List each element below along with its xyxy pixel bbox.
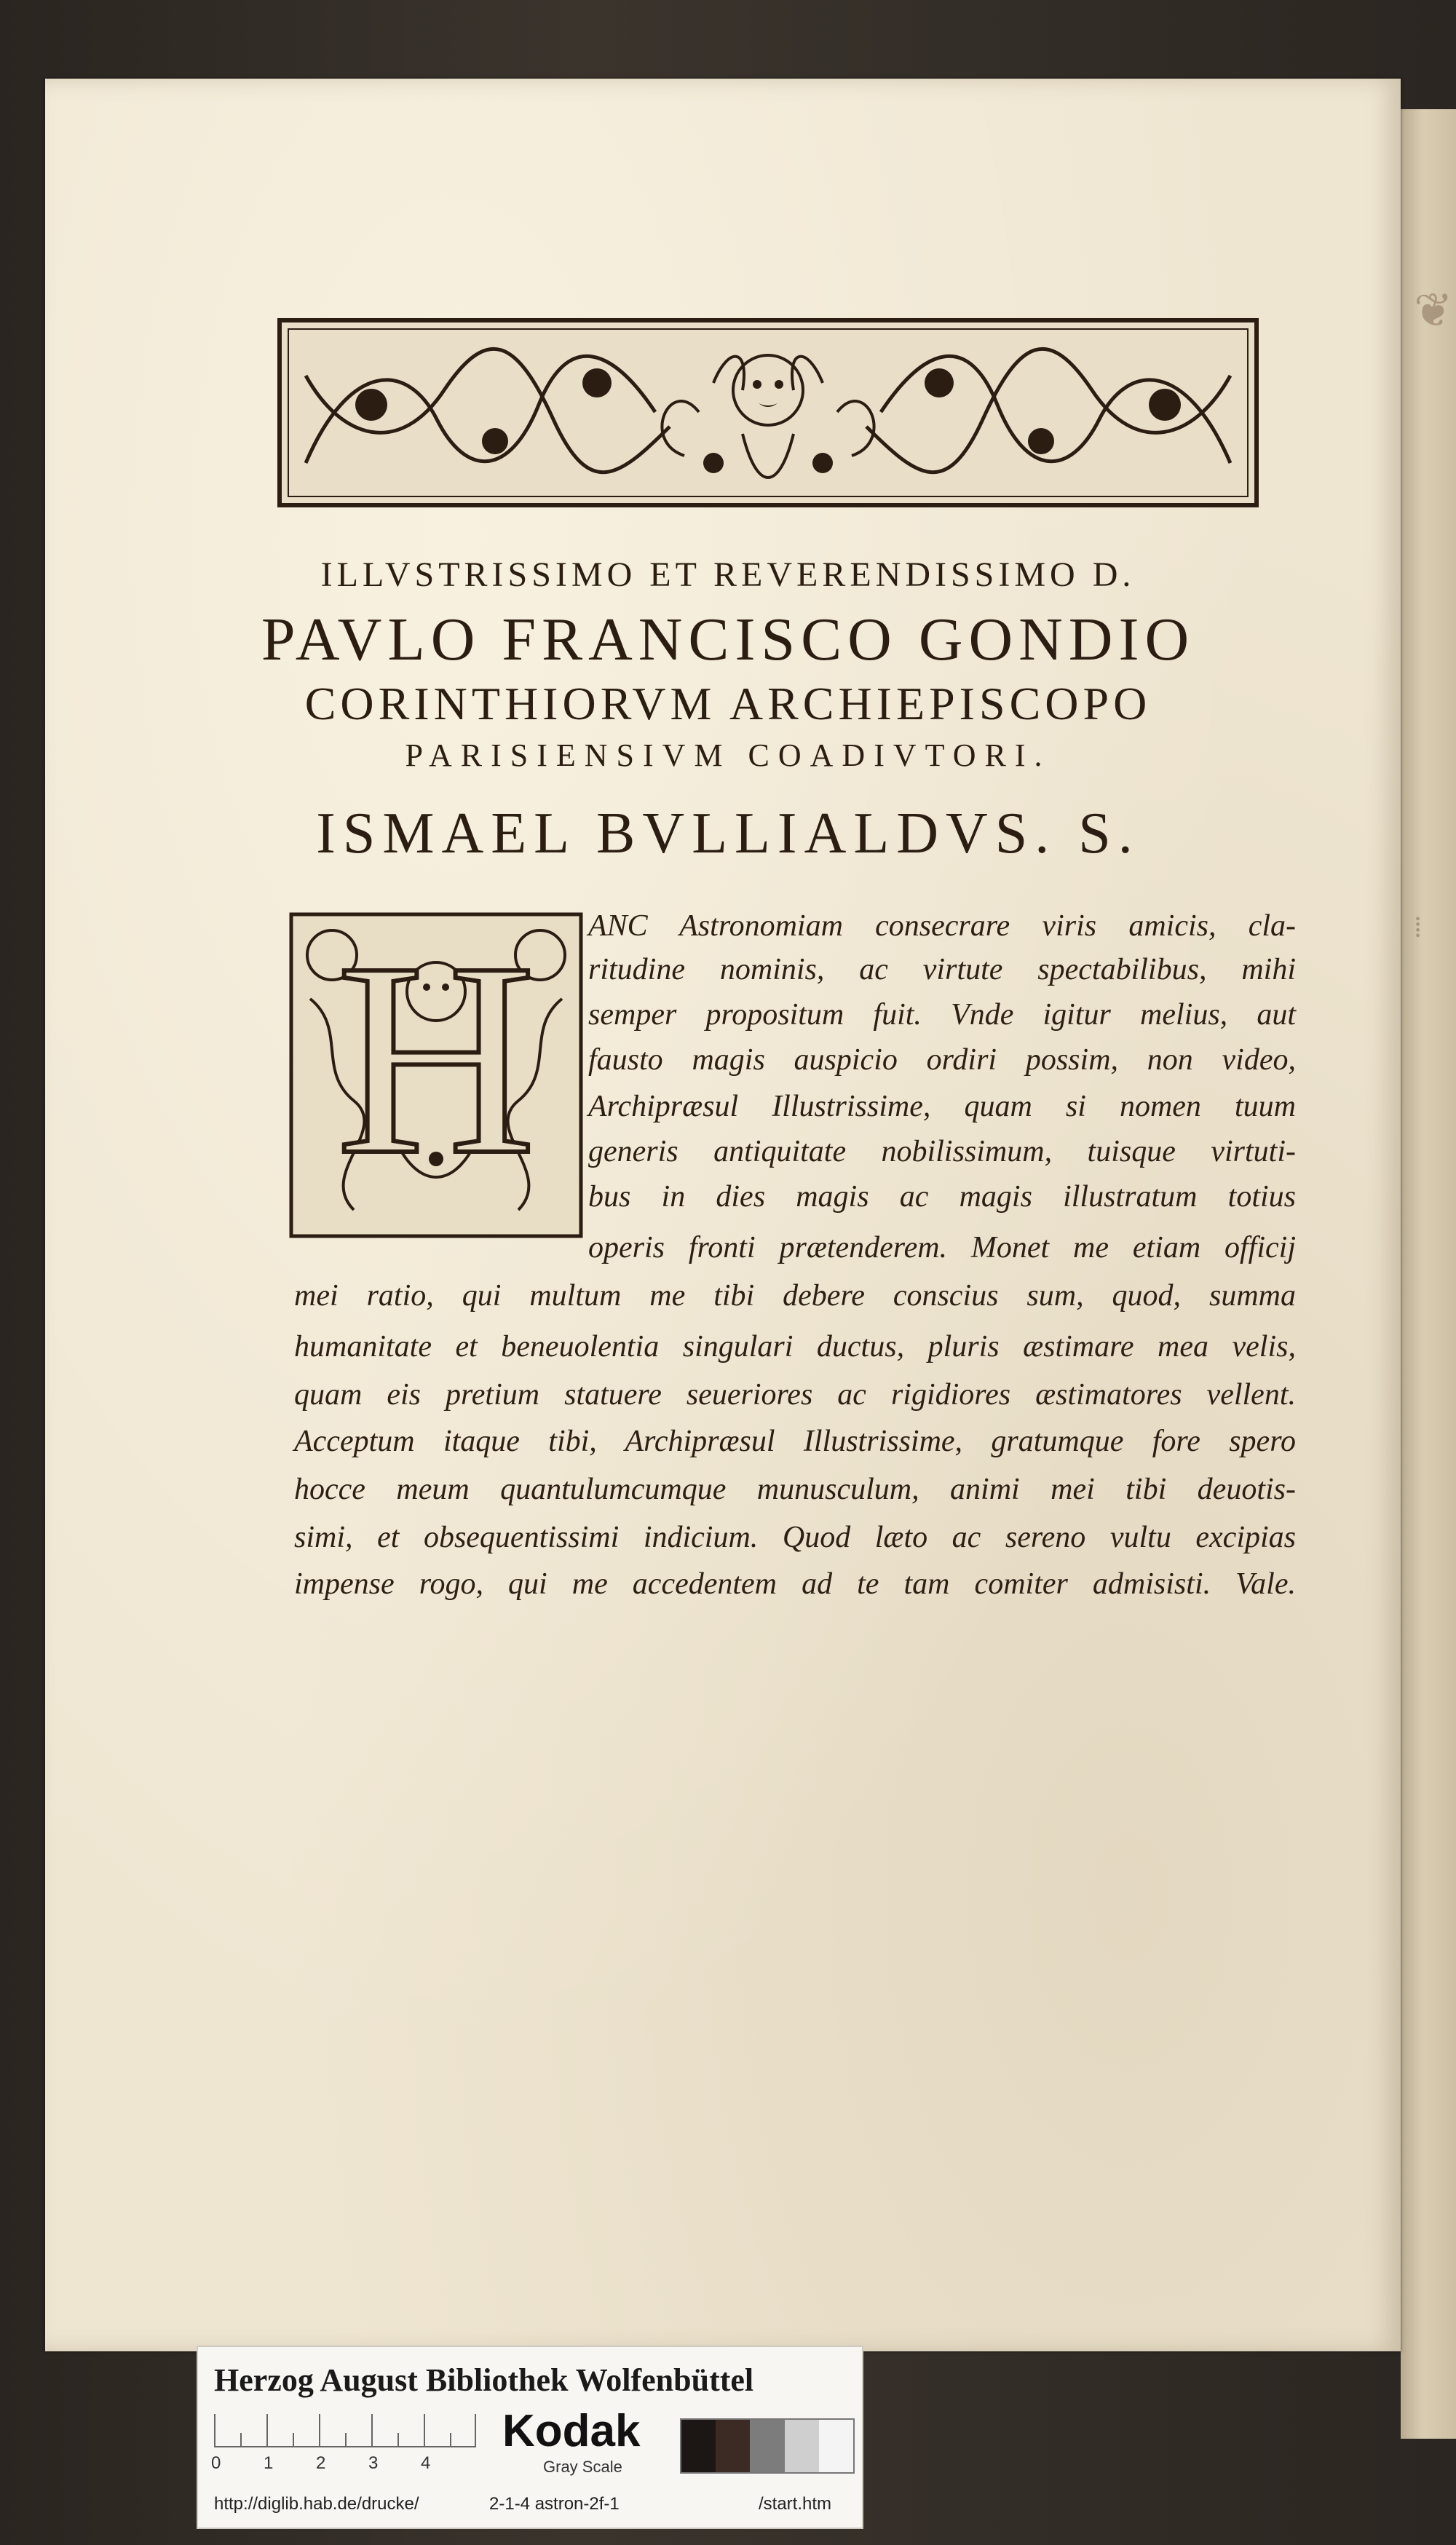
- body-line: generis antiquitate nobilissimum, tuisque virtuti-: [588, 1135, 1296, 1168]
- body-line: Archipræsul Illustrissime, quam si nomen tuum: [588, 1090, 1296, 1123]
- body-line: Acceptum itaque tibi, Archipræsul Illustrissime, gratumque fore spero: [294, 1425, 1296, 1458]
- gray-scale-caption: Gray Scale: [543, 2458, 622, 2476]
- dedication-line-2: PAVLO FRANCISCO GONDIO: [261, 606, 1195, 673]
- facing-page-bleed: ⁞: [1414, 911, 1423, 943]
- ruler-tick: [319, 2414, 320, 2446]
- body-line: ritudine nominis, ac virtute spectabilibus, mihi: [588, 953, 1296, 986]
- gray-swatch: [785, 2420, 819, 2472]
- ruler-tick: [371, 2414, 373, 2446]
- kodak-logo: Kodak: [502, 2406, 641, 2456]
- ruler-tick: [424, 2414, 425, 2446]
- gray-swatch: [681, 2420, 716, 2472]
- ruler-tick: [266, 2414, 268, 2446]
- dedication-line-4: PARISIENSIVM COADIVTORI.: [405, 737, 1051, 773]
- body-line: quam eis pretium statuere seueriores ac rigidiores æstimatores vellent.: [294, 1378, 1296, 1412]
- ruler-number: 0: [211, 2453, 221, 2473]
- ruler-tick: [450, 2433, 451, 2446]
- ruler-number: 3: [368, 2453, 379, 2473]
- dedication-line-3: CORINTHIORVM ARCHIEPISCOPO: [304, 678, 1152, 729]
- measuring-ruler: [214, 2414, 476, 2447]
- body-line: fausto magis auspicio ordiri possim, non video,: [588, 1043, 1296, 1077]
- gray-swatch: [750, 2420, 784, 2472]
- initial-letter: H: [336, 911, 537, 1212]
- body-line: semper propositum fuit. Vnde igitur melius, aut: [588, 998, 1296, 1032]
- ruler-tick: [240, 2433, 242, 2446]
- ruler-number: 4: [421, 2453, 431, 2473]
- gray-swatch: [716, 2420, 750, 2472]
- facing-page-ornament: ❦: [1414, 285, 1453, 336]
- author-line: ISMAEL BVLLIALDVS. S.: [316, 802, 1140, 866]
- ruler-tick: [397, 2433, 399, 2446]
- ruler-tick: [345, 2433, 347, 2446]
- body-line: mei ratio, qui multum me tibi debere conscius sum, quod, summa: [294, 1279, 1296, 1313]
- body-line: bus in dies magis ac magis illustratum totius: [588, 1180, 1296, 1214]
- body-line: humanitate et beneuolentia singulari ductus, pluris æstimare mea velis,: [294, 1330, 1296, 1363]
- ruler-number: 2: [316, 2453, 326, 2473]
- ruler-number: 1: [264, 2453, 274, 2473]
- body-line: impense rogo, qui me accedentem ad te tam comiter admisisti. Vale.: [294, 1567, 1296, 1601]
- body-line: hocce meum quantulumcumque munusculum, animi mei tibi deuotis-: [294, 1473, 1296, 1506]
- body-line: operis fronti prætenderem. Monet me etiam officij: [588, 1231, 1296, 1264]
- body-line: ANC Astronomiam consecrare viris amicis, cla-: [588, 909, 1296, 943]
- ruler-tick: [475, 2414, 476, 2446]
- shelfmark: 2-1-4 astron-2f-1: [489, 2494, 620, 2514]
- body-line: simi, et obsequentissimi indicium. Quod læto ac sereno vultu excipias: [294, 1521, 1296, 1554]
- ruler-tick: [214, 2414, 215, 2446]
- gray-swatch: [819, 2420, 853, 2472]
- library-name: Herzog August Bibliothek Wolfenbüttel: [214, 2362, 754, 2398]
- digital-library-url: http://diglib.hab.de/drucke/: [214, 2494, 419, 2514]
- ruler-tick: [293, 2433, 294, 2446]
- url-suffix: /start.htm: [759, 2494, 832, 2514]
- gray-scale-swatches: [680, 2418, 855, 2474]
- library-label-card: [197, 2346, 863, 2529]
- dedication-line-1: ILLVSTRISSIMO ET REVERENDISSIMO D.: [320, 555, 1136, 594]
